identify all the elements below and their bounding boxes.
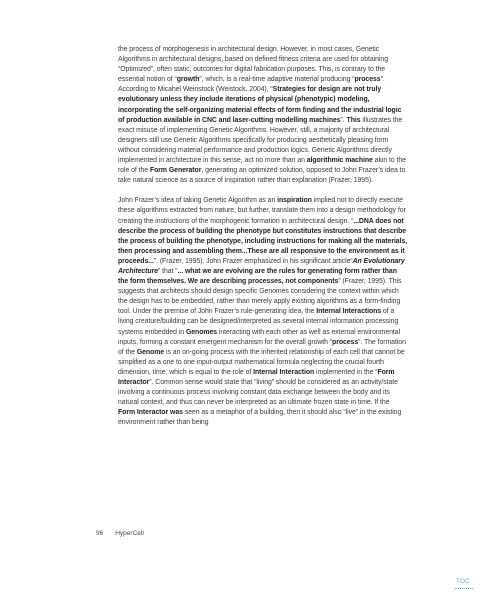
- text-run: ”. Common sense would state that “living” should be considered as an activity/state involving a continuous process involving constant data exchange between the body and its natural context, and thus can never be interpreted as an ultimate frozen state in time. If the: [118, 379, 398, 407]
- emphasized-text: process: [354, 76, 381, 84]
- emphasized-text: algorithmic machine: [306, 157, 373, 165]
- text-run: is an on-going process with the inherited relationship of each cell that cannot be simplified as a one to one input-output mathematical formula neglecting the crucial fourth dimension, time, which is equal to the role of: [118, 348, 405, 376]
- toc-underline: [455, 588, 473, 589]
- emphasized-text: Form Interactor: [118, 368, 395, 386]
- emphasized-text: This: [346, 116, 361, 124]
- text-run: ”, which, is a real-time adaptive material producing “: [199, 76, 355, 84]
- emphasized-text: An Evolutionary Architecture: [118, 257, 405, 275]
- text-run: ”. (Frazer, 1995). John Frazer emphasized in his significant article“: [153, 257, 353, 265]
- emphasized-text: ...DNA does not describe the process of building the phenotype but constitutes instructions that describe the process of building the phenotype, including instructions for making all the materials, then processing and assembling them...These are all responsive to the environment as it proceeds...: [118, 217, 408, 265]
- emphasized-text: growth: [176, 76, 200, 84]
- text-run: of a living creature/building can be designed/interpreted as several internal information processing systems embedded in: [118, 308, 399, 336]
- emphasized-text: Strategies for design are not truly evolutionary unless they include iterations of physical (phenotypic) modeling, incorporating the self-organizing material effects of form finding and the industrial logic of production available in CNC and laser-cutting modelling machines: [118, 86, 402, 124]
- emphasized-text: Form Interactor was: [118, 409, 183, 417]
- text-run: implemented in the “: [314, 368, 378, 376]
- text-run: ”. According to Micahel Weinstock (Weistock, 2004), “: [118, 76, 385, 94]
- text-run: akin to the role of the: [118, 157, 406, 175]
- text-run: John Frazer’s idea of taking Genetic Algorithm as an: [118, 197, 278, 205]
- text-run: seen as a metaphor of a building, then it should also “live” in the existing environment rather than being: [118, 409, 402, 427]
- text-run: ”. The formation of the: [118, 338, 406, 356]
- emphasized-text: ... what we are evolving are the rules for generating form rather than the form themselves. We are describing processes, not components: [118, 267, 397, 286]
- emphasized-text: Genomes: [185, 328, 218, 336]
- text-run: implied not to directly execute these algorithms extracted from nature, but further, translate them into a design methodology for creating the instructions of the morphogenic formation in architectural design. “: [118, 197, 406, 225]
- emphasized-text: Genome: [136, 348, 165, 356]
- paragraph: [118, 196, 408, 428]
- body-text: [118, 45, 408, 438]
- page-footer: [96, 530, 144, 537]
- emphasized-text: process: [332, 338, 359, 346]
- text-run: the process of morphogenesis in architectural design. However, in most cases, Genetic Algorithms in architectural designs, based on defined fitness criteria are used for obtaining “Optimized”, often static, outcomes for digital fabrication purposes. This, is contrary to the essential notion of “: [118, 46, 388, 84]
- text-run: , generating an optimized solution, opposed to John Frazer’s idea to take natural science as a source of inspiration rather than explanation (Frazer, 1995).: [118, 167, 406, 185]
- emphasized-text: Form Generator: [149, 167, 202, 175]
- text-run: ” that “: [158, 267, 178, 275]
- emphasized-text: Internal Interactions: [316, 308, 382, 316]
- text-run: ” (Frazer, 1995). This suggests that architects should design specific Genomes considering the context within which the design has to be embedded, rather than merely apply existing algorithms as a form-finding tool. Under the premise of John Frazer’s rule-generating idea, the: [118, 278, 402, 316]
- page-number: 96: [96, 530, 104, 537]
- emphasized-text: Internal Interaction: [253, 368, 315, 376]
- running-title: HyperCell: [115, 530, 144, 537]
- text-run: interacting with each other as well as external environmental inputs, forming a constant emergent mechanism for the overall growth “: [118, 328, 401, 346]
- paragraph: [118, 45, 408, 186]
- text-run: illustrates the exact misuse of implementing Genetic Algorithms. However, still, a majority of architectural designers still use Genetic Algorithms specifically for producing aesthetically pleasing form without considering material performance and production logics. Genetic Algorithms directly implemented in architecture in this sense, act no more than an: [118, 116, 403, 165]
- emphasized-text: inspiration: [277, 197, 312, 205]
- toc-link[interactable]: TOC: [456, 578, 470, 585]
- text-run: ”.: [340, 116, 347, 124]
